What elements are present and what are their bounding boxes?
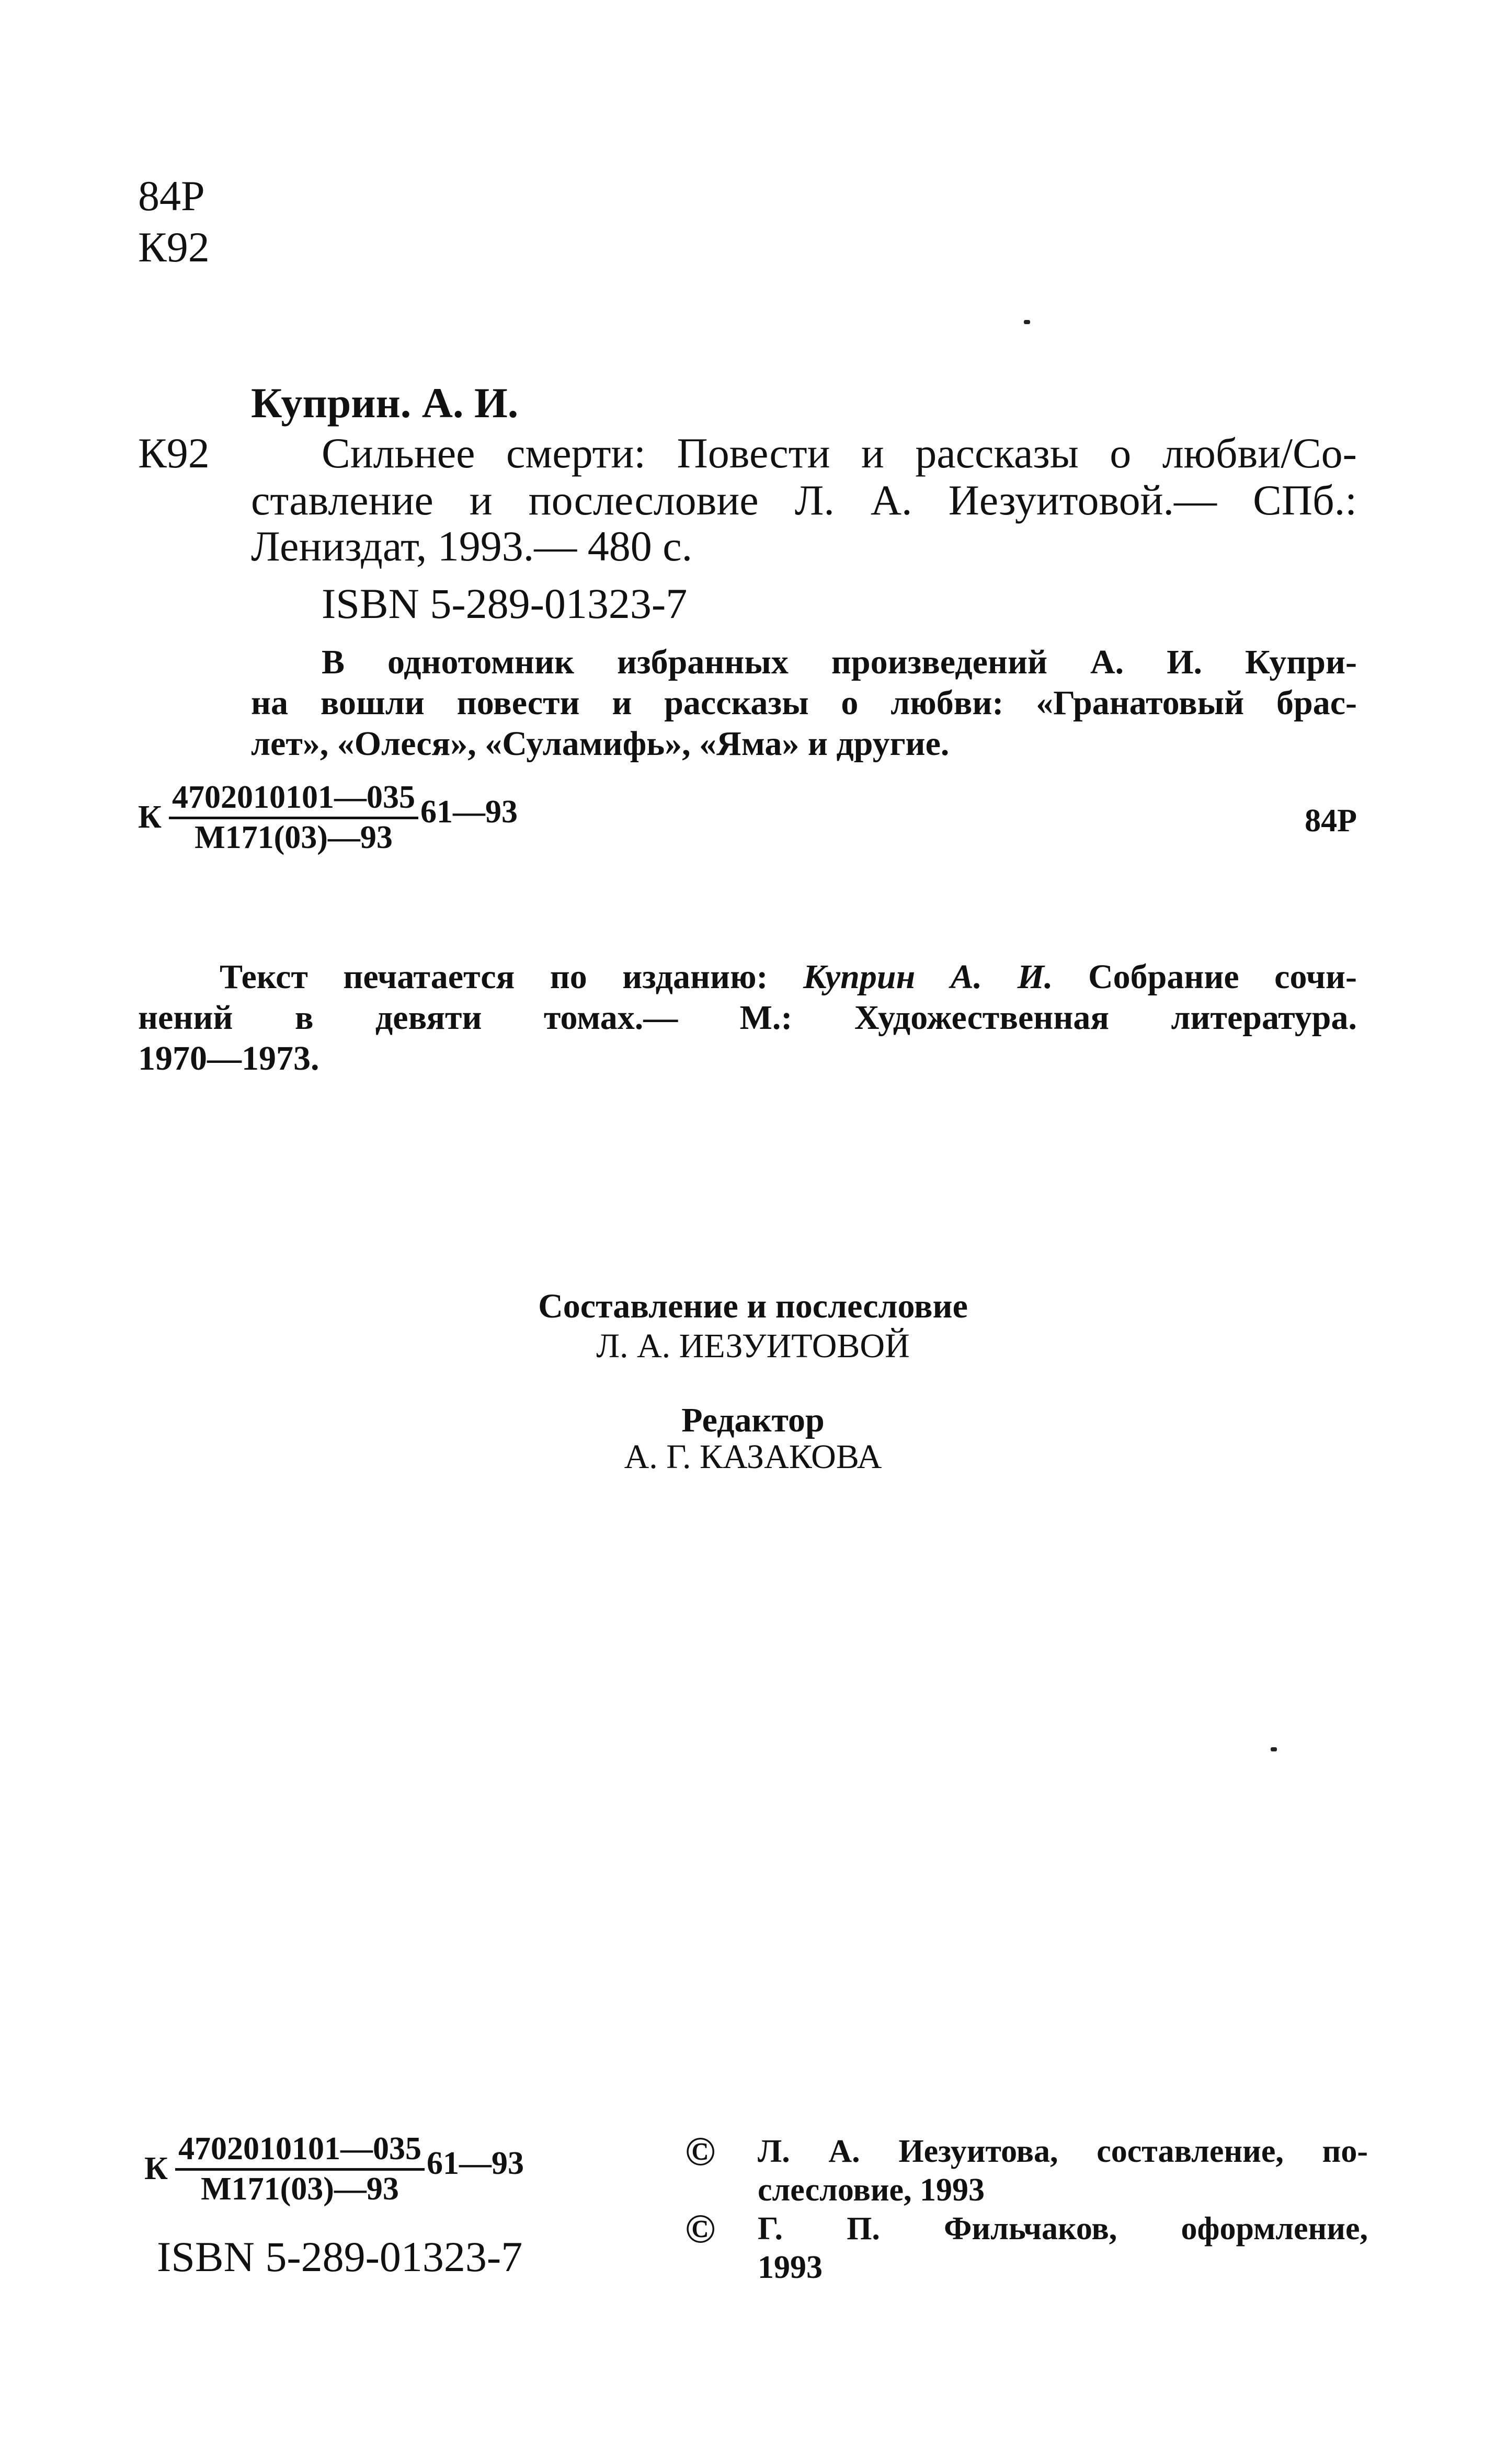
card-isbn: ISBN 5-289-01323-7 — [322, 580, 688, 627]
card-index-fraction — [138, 779, 518, 856]
index-letter: К — [138, 799, 162, 835]
index-denominator: М171(03)—93 — [195, 820, 393, 855]
description-line: Лениздат, 1993.— 480 с. — [251, 522, 693, 570]
index-numerator: 4702010101—035 — [169, 779, 418, 819]
index-suffix: 61—93 — [420, 794, 518, 830]
compiler-role: Составление и послесловие — [538, 1287, 968, 1325]
print-speck — [1024, 320, 1030, 324]
copyright-icon: © — [685, 2206, 716, 2251]
copyright-icon: © — [685, 2128, 716, 2174]
source-author: Куприн А. И. — [803, 958, 1053, 996]
bbk-code: 84Р — [138, 172, 205, 220]
index-denominator: М171(03)—93 — [201, 2171, 399, 2207]
copyright-entry — [685, 2128, 1368, 2209]
compiler-name: Л. А. ИЕЗУИТОВОЙ — [596, 1327, 910, 1365]
index-numerator: 4702010101—035 — [175, 2130, 425, 2171]
editor-name: А. Г. КАЗАКОВА — [624, 1438, 882, 1476]
author-mark: К92 — [138, 223, 210, 271]
source-text: Собрание сочи- — [1053, 958, 1357, 996]
imprint-index-fraction — [144, 2130, 524, 2207]
source-line — [220, 957, 1357, 998]
abstract-line: В однотомник избранных произведений А. И. Купри- — [322, 643, 1357, 681]
imprint-isbn: ISBN 5-289-01323-7 — [157, 2233, 523, 2280]
description-line: Сильнее смерти: Повести и рассказы о любви/Со- — [322, 429, 1357, 477]
abstract-line: на вошли повести и рассказы о любви: «Гранатовый брас- — [251, 684, 1357, 722]
description-line: ставление и послесловие Л. А. Иезуитовой.— СПб.: — [251, 476, 1357, 524]
card-mark: К92 — [138, 429, 210, 477]
index-suffix: 61—93 — [426, 2146, 524, 2181]
editor-role: Редактор — [681, 1401, 825, 1439]
copyright-line: слесловие, 1993 — [758, 2172, 985, 2208]
copyright-entry — [685, 2206, 1368, 2287]
copyright-line: Г. П. Фильчаков, оформление, — [758, 2211, 1368, 2247]
copyright-line: 1993 — [758, 2250, 823, 2285]
source-line: 1970—1973. — [138, 1039, 319, 1078]
index-letter: К — [144, 2151, 168, 2186]
source-line: нений в девяти томах.— М.: Художественная литература. — [138, 999, 1357, 1037]
print-speck — [1271, 1747, 1277, 1751]
card-author: Куприн. А. И. — [251, 379, 519, 427]
abstract-line: лет», «Олеся», «Суламифь», «Яма» и другие. — [251, 725, 950, 763]
card-bbk: 84Р — [1305, 803, 1357, 839]
source-text: Текст печатается по изданию: — [220, 958, 803, 996]
copyright-line: Л. А. Иезуитова, составление, по- — [758, 2134, 1368, 2169]
